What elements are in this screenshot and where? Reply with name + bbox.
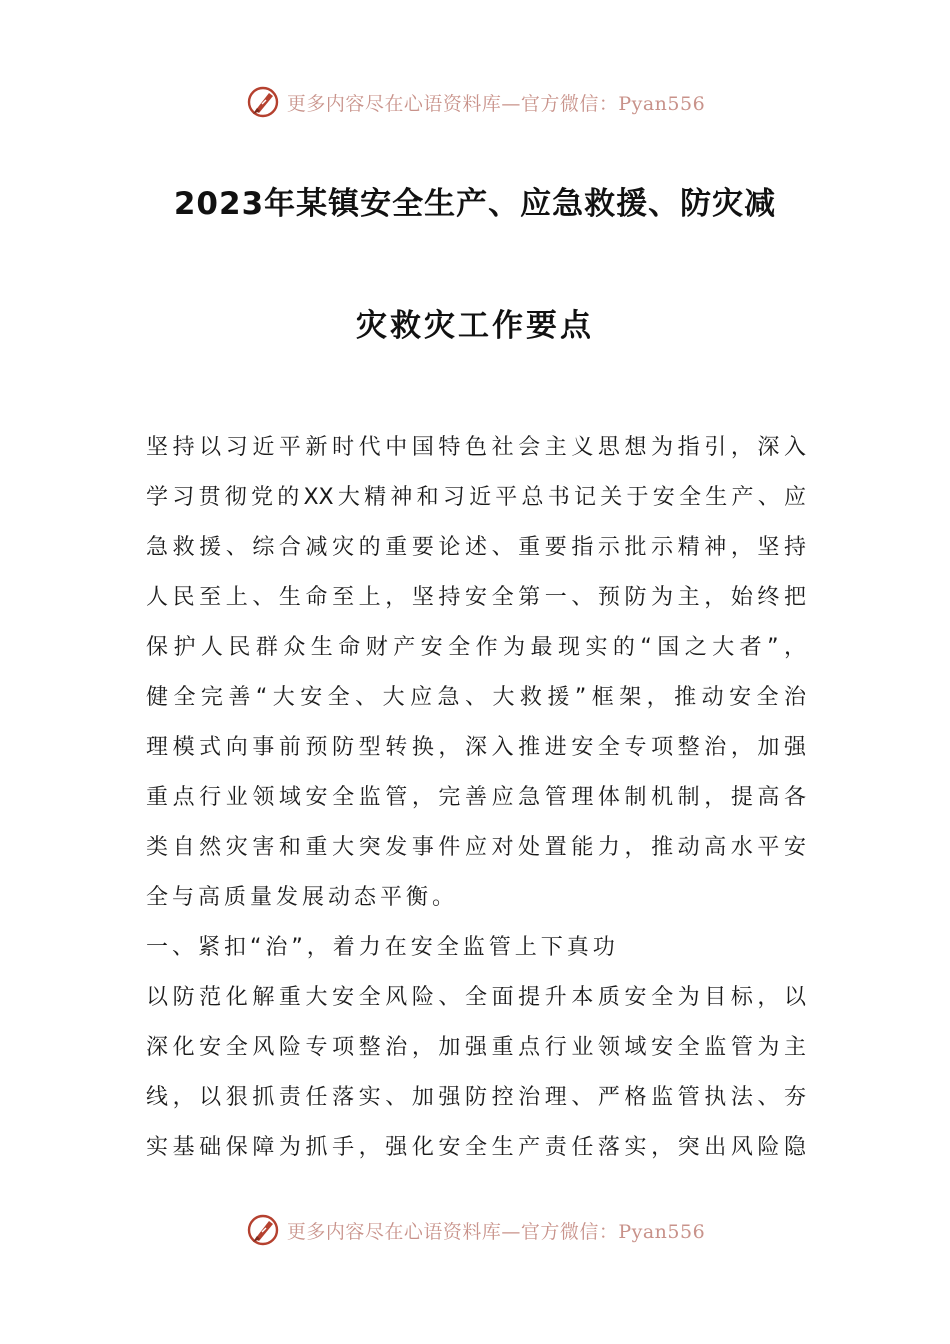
- pen-nib-circle-icon: [245, 1212, 281, 1248]
- body-line: 实基础保障为抓手，强化安全生产责任落实，突出风险隐: [146, 1135, 806, 1160]
- body-line: 以防范化解重大安全风险、全面提升本质安全为目标，以: [146, 985, 806, 1010]
- header-watermark: [0, 82, 950, 122]
- body-line: 人民至上、生命至上，坚持安全第一、预防为主，始终把: [146, 585, 806, 610]
- body-line: 线，以狠抓责任落实、加强防控治理、严格监管执法、夯: [146, 1085, 806, 1110]
- body-line: 全与高质量发展动态平衡。: [146, 885, 459, 910]
- section-heading: 一、紧扣“治”，着力在安全监管上下真功: [146, 935, 619, 960]
- watermark-text: 更多内容尽在心语资料库—官方微信：Pyan556: [286, 92, 706, 115]
- body-line: 理模式向事前预防型转换，深入推进安全专项整治，加强: [146, 735, 806, 760]
- pen-nib-circle-icon: [245, 84, 281, 120]
- body-line: 保护人民群众生命财产安全作为最现实的“国之大者”，: [146, 635, 806, 660]
- footer-watermark: [0, 1210, 950, 1250]
- body-line: 学习贯彻党的XX大精神和习近平总书记关于安全生产、应: [146, 485, 806, 510]
- body-line: 深化安全风险专项整治，加强重点行业领域安全监管为主: [146, 1035, 806, 1060]
- body-line: 急救援、综合减灾的重要论述、重要指示批示精神，坚持: [146, 535, 806, 560]
- body-line: 重点行业领域安全监管，完善应急管理体制机制，提高各: [146, 785, 806, 810]
- document-title-line-1: 2023年某镇安全生产、应急救援、防灾减: [173, 186, 777, 222]
- watermark-text: 更多内容尽在心语资料库—官方微信：Pyan556: [286, 1220, 706, 1243]
- body-line: 坚持以习近平新时代中国特色社会主义思想为指引，深入: [146, 435, 806, 460]
- body-line: 健全完善“大安全、大应急、大救援”框架，推动安全治: [146, 685, 806, 710]
- body-line: 类自然灾害和重大突发事件应对处置能力，推动高水平安: [146, 835, 806, 860]
- document-title-line-2: 灾救灾工作要点: [356, 308, 594, 344]
